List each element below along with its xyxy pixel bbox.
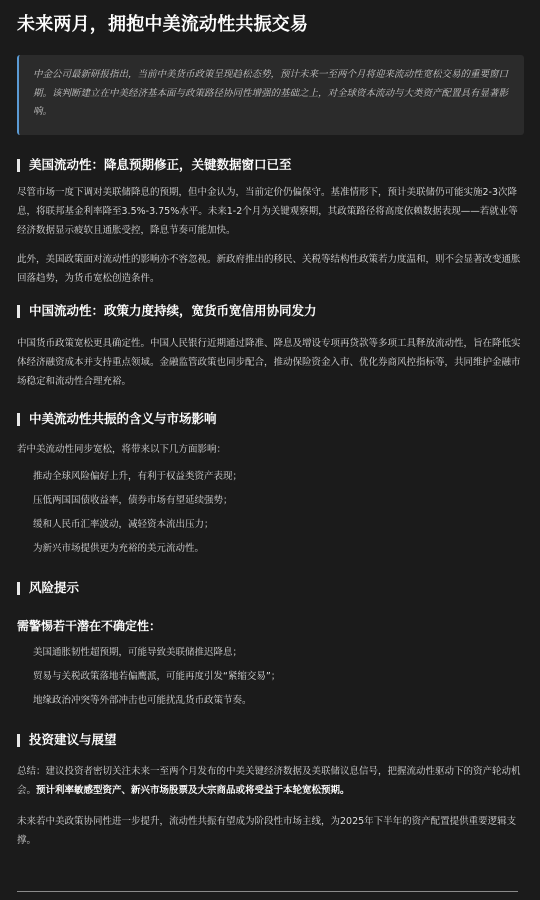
resonance-intro: 若中美流动性同步宽松，将带来以下几方面影响： (17, 444, 227, 455)
section-heading-risk (17, 578, 524, 598)
section-heading-us-text: 美国流动性：降息预期修正，关键数据窗口已至 (29, 157, 292, 172)
section-heading-cn-text: 中国流动性：政策力度持续，宽货币宽信用协同发力 (29, 303, 317, 318)
us-paragraph-1: 尽管市场一度下调对美联储降息的预期，但中金认为，当前定价仍偏保守。基准情形下，预计美联储仍可能实施2-3次降息，将联邦基金利率降至3.5%-3.75%水平。未来1-2个月为关键观察期，其政策路径将高度依赖数据表现——若就业等经济数据显示疲软且通胀受控，降息节奏可能加快。 (17, 187, 518, 236)
advice-summary-text: 总结：建议投资者密切关注未来一至两个月发布的中美关键经济数据及美联储议息信号，把握流动性驱动下的资产轮动机会。 (17, 766, 521, 796)
us-paragraph-2: 此外，美国政策面对流动性的影响亦不容忽视。新政府推出的移民、关税等结构性政策若力度温和，则不会显著改变通胀回落趋势，为货币宽松创造条件。 (17, 254, 521, 284)
list-item: 美国通胀韧性超预期，可能导致美联储推迟降息； (33, 647, 243, 658)
section-heading-us (17, 155, 524, 175)
risk-subheading: 需警惕若干潜在不确定性： (17, 619, 162, 633)
list-item: 地缘政治冲突等外部冲击也可能扰乱货币政策节奏。 (33, 695, 252, 706)
footer-divider (17, 891, 518, 892)
advice-summary-emphasis: 预计利率敏感型资产、新兴市场股票及大宗商品或将受益于本轮宽松预期。 (36, 785, 350, 796)
resonance-list (17, 465, 524, 561)
page-title: 未来两月，拥抱中美流动性共振交易 (17, 14, 309, 35)
risk-list (17, 641, 524, 713)
list-item: 推动全球风险偏好上升，有利于权益类资产表现； (33, 471, 243, 482)
cn-paragraph-1: 中国货币政策宽松更具确定性。中国人民银行近期通过降准、降息及增设专项再贷款等多项工具释放流动性，旨在降低实体经济融资成本并支持重点领域。金融监管政策也同步配合，推动保险资金入市、优化券商风控指标等，共同维护金融市场稳定和流动性合理充裕。 (17, 338, 521, 387)
list-item: 缓和人民币汇率波动，减轻资本流出压力； (33, 519, 214, 530)
advice-paragraph-2: 未来若中美政策协同性进一步提升，流动性共振有望成为阶段性市场主线，为2025年下半年的资产配置提供重要逻辑支撑。 (17, 816, 517, 846)
heading-marker (17, 582, 20, 595)
section-heading-risk-text: 风险提示 (29, 580, 80, 595)
section-heading-resonance-text: 中美流动性共振的含义与市场影响 (29, 411, 217, 426)
list-item: 为新兴市场提供更为充裕的美元流动性。 (33, 543, 205, 554)
heading-marker (17, 305, 20, 318)
section-heading-advice-text: 投资建议与展望 (29, 732, 117, 747)
list-item: 压低两国国债收益率，债券市场有望延续强势； (33, 495, 233, 506)
heading-marker (17, 734, 20, 747)
heading-marker (17, 413, 20, 426)
summary-text: 中金公司最新研报指出，当前中美货币政策呈现趋松态势，预计未来一至两个月将迎来流动性宽松交易的重要窗口期。该判断建立在中美经济基本面与政策路径协同性增强的基础之上，对全球资本流动与大类资产配置具有显著影响。 (33, 69, 509, 117)
summary-callout (17, 55, 524, 135)
section-heading-resonance (17, 409, 524, 429)
section-heading-cn (17, 301, 524, 321)
advice-paragraph-1 (17, 762, 524, 800)
heading-marker (17, 159, 20, 172)
section-heading-advice (17, 730, 524, 750)
list-item: 贸易与关税政策落地若偏鹰派，可能再度引发“紧缩交易”； (33, 671, 281, 682)
